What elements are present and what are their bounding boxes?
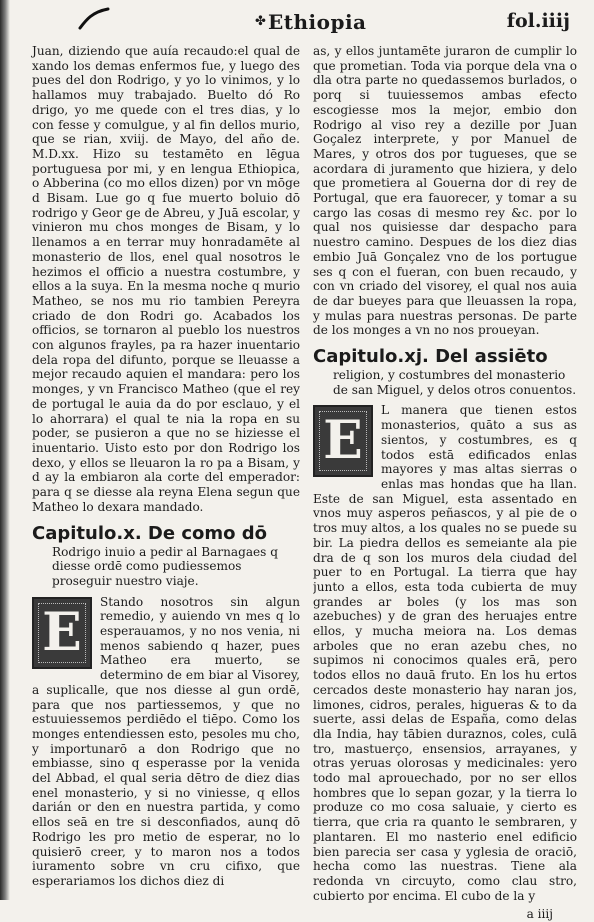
running-head: Ethiopia bbox=[268, 10, 367, 34]
left-paragraph-1: Juan, diziendo que auía recaudo:el qual de xando los demas enfermos fue, y luego des pues del don Rodrigo, y yo lo vinimos, y lo hallamos muy trabajado. Buelto dó Ro drigo, yo me quede con el tres dias, y lo con fesse y comulgue, y al fin dellos murio, que se rian, xviij. de Mayo, del año de. M.D.xx. Hizo su testamēto en lēgua portuguesa por mi, y en lengua Ethiopica, o Abberina (co mo ellos dizen) por vn mōge d Bisam. Lue go q fue muerto boluio dō rodrigo y Geor ge de Abreu, y Juā escolar, y vinieron mu chos monges de Bisam, y lo llenamos a en terrar muy honradamēte al monasterio de llos, enel qual nosotros le hezimos el officio a nuestra costumbre, y ellos a la suya. En la mesma noche q murio Matheo, se nos mu rio tambien Pereyra criado de don Rodri go. Acabados los officios, se tornaron al pueblo los nuestros con algunos frayles, pa ra hazer inuentario dela ropa del difunto, porque se lleuasse a mejor recaudo aquien el mandara: pero los monges, y vn Francisco Matheo (que el rey de portugal le auia da do por esclauo, y el lo ahorrara) el qual te nia la ropa en su poder, se pusieron a que no se hiziesse el inuentario. Uisto esto por don Rodrigo los dexo, y ellos se lleuaron la ro pa a Bisam, y d ay la embiaron ala corte del emperador: para q se diesse ala reyna Elena segun que Matheo lo dexara mandado. bbox=[32, 44, 300, 514]
scan-edge-shadow bbox=[0, 0, 10, 900]
chapter-11-heading bbox=[313, 346, 577, 397]
folio-number: fol.iiij bbox=[506, 10, 570, 32]
initial-ornament bbox=[38, 603, 86, 663]
left-paragraph-2: Stando nosotros sin algun remedio, y auiendo vn mes q lo esperauamos, y no nos venia, ni menos sabiendo q hazer, pues Matheo era muerto, se determino de em biar al Visorey, a suplicalle, que nos diesse al gun ordē, para que nos partiessemos, y que no estuuiessemos perdiēdo el tiēpo. Como los monges entendiessen esto, pesoles mu cho, y importunarō a don Rodrigo que no embiasse, sino q esperasse por la venida del Abbad, el qual seria dētro de diez dias enel monasterio, y si no viniesse, q ellos darián or den en nuestra partida, y como ellos seā en tre si desconfiados, aunq dō Rodrigo les pro metio de esperar, no lo quisierō creer, y to maron nos a todos iuramento sobre vn cru cifixo, que esperariamos los dichos diez di bbox=[32, 594, 300, 888]
right-paragraph-2: L manera que tienen estos monasterios, quāto a sus as sientos, y costumbres, es q todos estā edificados enlas mayores y mas altas sierras o enlas mas hondas que ha llan. Este de san Miguel, esta assentado en vnos muy asperos peñascos, y al pie de o tros muy altos, a los quales no se puede su bir. La piedra dellos es semeiante ala pie dra de q son los muros dela ciudad del puer to en Portugal. La tierra que hay junto a ellos, esta toda cubierta de muy grandes ar boles (y los mas son azebuches) y de gran des heruajes entre ellos, y mucha meiora na. Los demas arboles que no eran azebu ches, no supimos ni conocimos quales erā, pero todos ellos no dauā fruto. En los hu ertos cercados deste monasterio hay naran jos, limones, cidros, perales, higueras & to da suerte, assi delas de España, como delas dla India, hay tābien duraznos, coles, culā tro, mastuerço, ensensios, arrayanes, y otras yeruas olorosas y medicinales: yero todo mal aprouechado, por no ser ellos hombres que lo sepan gozar, y la tierra lo produze co mo cosa saluaie, y cierto es tierra, que cria ra quanto le sembraren, y plantaren. El mo nasterio enel edificio bien parecia ser casa y yglesia de oraciō, hecha como las nuestras. Tiene ala redonda vn circuyto, como clau stro, cubierto por encima. El cubo de la y bbox=[313, 403, 577, 903]
right-column bbox=[313, 44, 577, 922]
chapter-11-title: Capitulo.xj. Del assiēto bbox=[313, 346, 548, 368]
ink-mark bbox=[78, 6, 112, 32]
chapter-10-body bbox=[32, 595, 300, 889]
right-paragraph-1: as, y ellos juntamēte juraron de cumplir lo que prometian. Toda via porque dela vna o dla otra parte no quedassemos burlados, o porq si tuuiessemos ambas efecto escogiesse mos la mejor, embio don Rodrigo al viso rey a dezille por Juan Goçalez interprete, y por Manuel de Mares, y otros dos por tugueses, que se acordara di juramento que hiziera, y delo que prometiera al Gouerna dor di rey de Portugal, que era fauorecer, y tomar a su cargo las cosas di mesmo rey &c. por lo qual nos quisiesse dar despacho para nuestro camino. Despues de los diez dias embio Juā Gonçalez vno de los portugue ses q con el fueran, con buen recaudo, y con vn criado del visorey, el qual nos auia de dar bueyes para que lleuassen la ropa, y mulas para nuestras personas. De parte de los monges a vn no nos proueyan. bbox=[313, 44, 577, 338]
chapter-10-heading bbox=[32, 523, 300, 589]
chapter-10-subtitle: Rodrigo inuio a pedir al Barnagaes q diesse ordē como pudiessemos proseguir nuestro viaje. bbox=[52, 544, 278, 588]
initial-letter: E bbox=[42, 601, 82, 663]
initial-ornament bbox=[319, 411, 367, 471]
chapter-10-title: Capitulo.x. De como dō bbox=[32, 522, 268, 544]
chapter-11-body bbox=[313, 403, 577, 903]
initial-letter: E bbox=[323, 410, 363, 472]
chapter-11-subtitle: religion, y costumbres del monasterio de san Miguel, y delos otros conuentos. bbox=[333, 368, 577, 397]
decorated-initial bbox=[32, 597, 92, 669]
running-head-mark: ✤ bbox=[255, 14, 266, 29]
signature-mark: a iiij bbox=[526, 907, 553, 922]
left-column bbox=[32, 44, 300, 889]
decorated-initial bbox=[313, 405, 373, 477]
